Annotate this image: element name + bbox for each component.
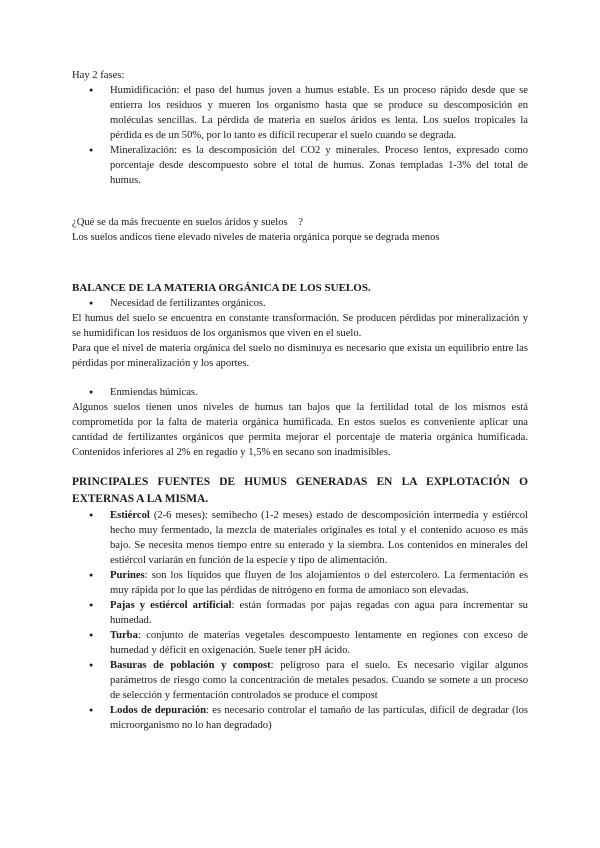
item-term: Pajas y estiércol artificial (110, 600, 232, 611)
item-term: Lodos de depuración (110, 705, 207, 716)
document-body (72, 68, 528, 733)
question-answer: Los suelos andicos tiene elevado niveles de materia orgánica porque se degrada menos (72, 232, 440, 243)
list-item (72, 508, 528, 568)
item-text: : peligroso para el suelo. Es necesario vigilar algunos parámetros de riesgo como la concentración de metales pesados. Cuando se somete a un proceso de selección y fermentación controlados se produce el compost (110, 660, 528, 701)
item-text: : es necesario controlar el tamaño de las partículas, difícil de degradar (los microorganismo no lo han degradado) (110, 705, 528, 731)
list-item: ● Humidificación: el paso del humus joven a humus estable. Es un proceso rápido desde que se entierra los residuos y mueren los organismo hasta que se produce su descomposición en moléculas sencillas. La pérdida de materia en suelos áridos es lenta. Los suelos tropicales la pérdida es de un 50%, por lo tanto es difícil recuperar el suelo cuando se degrada. (72, 83, 528, 143)
phases-list (72, 83, 528, 188)
paragraph: El humus del suelo se encuentra en constante transformación. Se producen pérdidas por mineralización y se humidifican los residuos de los organismos que viven en el suelo. (72, 313, 528, 339)
item-term: Basuras de población y compost (110, 660, 271, 671)
section-heading: PRINCIPALES FUENTES DE HUMUS GENERADAS EN LA EXPLOTACIÓN O EXTERNAS A LA MISMA. (72, 476, 528, 505)
list-item (72, 598, 528, 628)
list-item: ● Necesidad de fertilizantes orgánicos. (72, 296, 528, 311)
list-item (72, 628, 528, 658)
balance-list-2 (72, 385, 528, 400)
item-text: (2-6 meses): semihecho (1-2 meses) estado de descomposición intermedia y estiércol hecho muy fermentado, la mezcla de materiales originales es total y el contenido acuoso es más bajo. Se necesita menos tiempo entre su enterado y la siembra. Los contenidos en minerales del estiércol variarán en función de la especie y tipo de alimentación. (110, 510, 528, 566)
item-text: : están formadas por pajas regadas con agua para incrementar su humedad. (110, 600, 528, 626)
question-text: ¿Qué se da más frecuente en suelos áridos y suelos ? (72, 217, 303, 228)
list-item (72, 568, 528, 598)
item-text: : son los líquidos que fluyen de los alojamientos o del estercolero. La fermentación es muy rápida por lo que las pérdidas de nitrógeno en forma de amoniaco son elevadas. (110, 570, 528, 596)
phases-intro: Hay 2 fases: (72, 70, 125, 81)
paragraph: Algunos suelos tienen unos niveles de humus tan bajos que la fertilidad total de los mismos está comprometida por la falta de materia orgánica humificada. En estos suelos es conveniente aplicar una cantidad de fertilizantes orgánicos que permita mejorar el porcentaje de materia orgánica humificada. Contenidos inferiores al 2% en regadío y 1,5% en secano son inadmisibles. (72, 402, 528, 458)
sources-list (72, 508, 528, 733)
item-text: : conjunto de materias vegetales descompuesto lentamente en regiones con exceso de humedad y déficit en oxigenación. Suele tener pH ácido. (110, 630, 528, 656)
item-term: Turba (110, 630, 138, 641)
list-item (72, 658, 528, 703)
section-heading: BALANCE DE LA MATERIA ORGÁNICA DE LOS SUELOS. (72, 282, 371, 294)
balance-list-1 (72, 296, 528, 311)
paragraph: Para que el nivel de materia orgánica del suelo no disminuya es necesario que exista un equilibrio entre las pérdidas por mineralización y los aportes. (72, 343, 528, 369)
list-item: ● Mineralización: es la descomposición del CO2 y minerales. Proceso lentos, expresado como porcentaje desde descompuesto sobre el total de humus. Zonas templadas 1-3% del total de humus. (72, 143, 528, 188)
list-item: ● Enmiendas húmicas. (72, 385, 528, 400)
list-item (72, 703, 528, 733)
item-term: Estiércol (110, 510, 150, 521)
item-term: Purines (110, 570, 145, 581)
